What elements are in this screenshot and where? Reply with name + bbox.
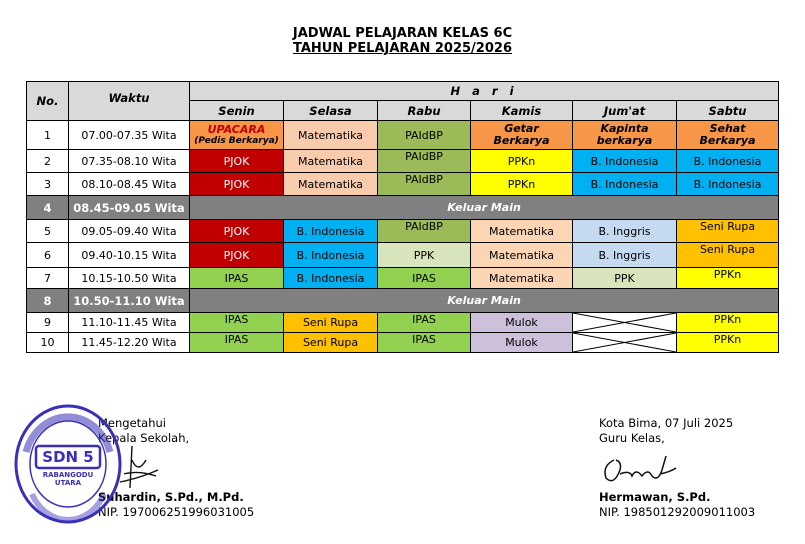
cell-text: Kapinta — [600, 122, 649, 135]
header-day: Selasa — [284, 101, 378, 121]
row-number: 2 — [27, 150, 69, 173]
row-time: 11.10-11.45 Wita — [69, 313, 190, 333]
stamp-sub-text: RABANGODU UTARA — [42, 471, 94, 487]
left-sign-line2: Kepala Sekolah, — [98, 431, 190, 445]
cell-kamis: Matematika — [471, 243, 573, 268]
cell-jumat: B. Inggris — [573, 243, 677, 268]
header-day: Jum'at — [573, 101, 677, 121]
cell-selasa: Seni Rupa — [284, 313, 378, 333]
row-number: 4 — [27, 196, 69, 220]
schedule-table — [26, 81, 779, 353]
cell-kamis: Mulok — [471, 313, 573, 333]
cell-senin: PJOK — [190, 243, 284, 268]
left-sign-nip: NIP. 197006251996031005 — [98, 505, 255, 519]
stamp-center-text: SDN 5 — [42, 448, 94, 466]
cell-senin: PJOK — [190, 173, 284, 196]
cell-rabu: PAIdBP — [378, 121, 471, 150]
row-time: 09.40-10.15 Wita — [69, 243, 190, 268]
header-waktu: Waktu — [69, 82, 190, 121]
cell-sabtu: PPKn — [677, 313, 779, 333]
cell-senin: IPAS — [190, 333, 284, 353]
cell-sabtu — [677, 121, 779, 150]
table-row — [27, 220, 779, 243]
row-number: 1 — [27, 121, 69, 150]
right-sign-line2: Guru Kelas, — [599, 431, 665, 445]
cell-senin: IPAS — [190, 313, 284, 333]
cell-subtext: (Pedis Berkarya) — [194, 136, 279, 146]
header-day: Senin — [190, 101, 284, 121]
cell-rabu: PAIdBP — [378, 150, 471, 173]
row-number: 8 — [27, 289, 69, 313]
right-sign-nip: NIP. 198501292009011003 — [599, 505, 756, 519]
page-title: JADWAL PELAJARAN KELAS 6C — [292, 26, 513, 41]
cell-rabu: IPAS — [378, 268, 471, 289]
cell-text: Berkarya — [493, 134, 550, 147]
header-day: Rabu — [378, 101, 471, 121]
row-time: 10.50-11.10 Wita — [69, 289, 190, 313]
left-sign-name: Suhardin, S.Pd., M.Pd. — [98, 490, 244, 504]
row-time: 10.15-10.50 Wita — [69, 268, 190, 289]
cell-sabtu: B. Indonesia — [677, 173, 779, 196]
cell-jumat: B. Indonesia — [573, 150, 677, 173]
cell-selasa: B. Indonesia — [284, 220, 378, 243]
cell-rabu: PAIdBP — [378, 173, 471, 196]
cell-jumat — [573, 121, 677, 150]
left-sign-line1: Mengetahui — [98, 416, 166, 430]
cell-jumat-empty — [573, 313, 677, 333]
cell-text: Getar — [504, 122, 539, 135]
cell-sabtu: Seni Rupa — [677, 243, 779, 268]
cell-selasa: Matematika — [284, 121, 378, 150]
cell-text: Sehat — [709, 122, 746, 135]
teacher-signature-icon — [600, 452, 680, 488]
table-row — [27, 333, 779, 353]
cell-kamis: Mulok — [471, 333, 573, 353]
row-number: 5 — [27, 220, 69, 243]
cell-kamis — [471, 121, 573, 150]
cell-jumat: PPK — [573, 268, 677, 289]
cell-text: berkarya — [596, 134, 653, 147]
cell-senin: IPAS — [190, 268, 284, 289]
row-number: 7 — [27, 268, 69, 289]
table-row — [27, 243, 779, 268]
cell-kamis: Matematika — [471, 268, 573, 289]
cross-out-icon — [573, 313, 676, 332]
row-time: 08.45-09.05 Wita — [69, 196, 190, 220]
cell-text: UPACARA — [207, 123, 266, 136]
row-time: 11.45-12.20 Wita — [69, 333, 190, 353]
cell-senin: PJOK — [190, 150, 284, 173]
cell-selasa: B. Indonesia — [284, 243, 378, 268]
header-day: Kamis — [471, 101, 573, 121]
cell-rabu: PAIdBP — [378, 220, 471, 243]
cell-selasa: Matematika — [284, 173, 378, 196]
table-row — [27, 268, 779, 289]
cell-text: Berkarya — [699, 134, 756, 147]
cell-sabtu: PPKn — [677, 268, 779, 289]
cell-sabtu: PPKn — [677, 333, 779, 353]
cell-rabu: PPK — [378, 243, 471, 268]
row-number: 9 — [27, 313, 69, 333]
cell-selasa: Matematika — [284, 150, 378, 173]
row-time: 07.00-07.35 Wita — [69, 121, 190, 150]
right-sign-line1: Kota Bima, 07 Juli 2025 — [599, 416, 734, 430]
cell-senin: PJOK — [190, 220, 284, 243]
cell-jumat: B. Inggris — [573, 220, 677, 243]
cell-selasa: B. Indonesia — [284, 268, 378, 289]
page-subtitle: TAHUN PELAJARAN 2025/2026 — [292, 41, 512, 56]
table-row — [27, 289, 779, 313]
cell-kamis: PPKn — [471, 173, 573, 196]
table-row — [27, 150, 779, 173]
row-number: 3 — [27, 173, 69, 196]
cell-jumat-empty — [573, 333, 677, 353]
cell-rabu: IPAS — [378, 333, 471, 353]
break-cell: Keluar Main — [190, 289, 779, 313]
header-hari: H a r i — [190, 82, 779, 101]
cell-senin — [190, 121, 284, 150]
row-number: 10 — [27, 333, 69, 353]
header-no: No. — [27, 82, 69, 121]
cell-jumat: B. Indonesia — [573, 173, 677, 196]
cell-sabtu: B. Indonesia — [677, 150, 779, 173]
right-sign-name: Hermawan, S.Pd. — [599, 490, 711, 504]
header-day: Sabtu — [677, 101, 779, 121]
table-row — [27, 313, 779, 333]
row-time: 09.05-09.40 Wita — [69, 220, 190, 243]
row-time: 07.35-08.10 Wita — [69, 150, 190, 173]
break-cell: Keluar Main — [190, 196, 779, 220]
table-row — [27, 121, 779, 150]
cell-kamis: Matematika — [471, 220, 573, 243]
cell-selasa: Seni Rupa — [284, 333, 378, 353]
table-row — [27, 173, 779, 196]
row-time: 08.10-08.45 Wita — [69, 173, 190, 196]
cell-kamis: PPKn — [471, 150, 573, 173]
cell-rabu: IPAS — [378, 313, 471, 333]
table-row — [27, 196, 779, 220]
cross-out-icon — [573, 333, 676, 352]
right-signature-block — [599, 416, 733, 446]
row-number: 6 — [27, 243, 69, 268]
cell-sabtu: Seni Rupa — [677, 220, 779, 243]
